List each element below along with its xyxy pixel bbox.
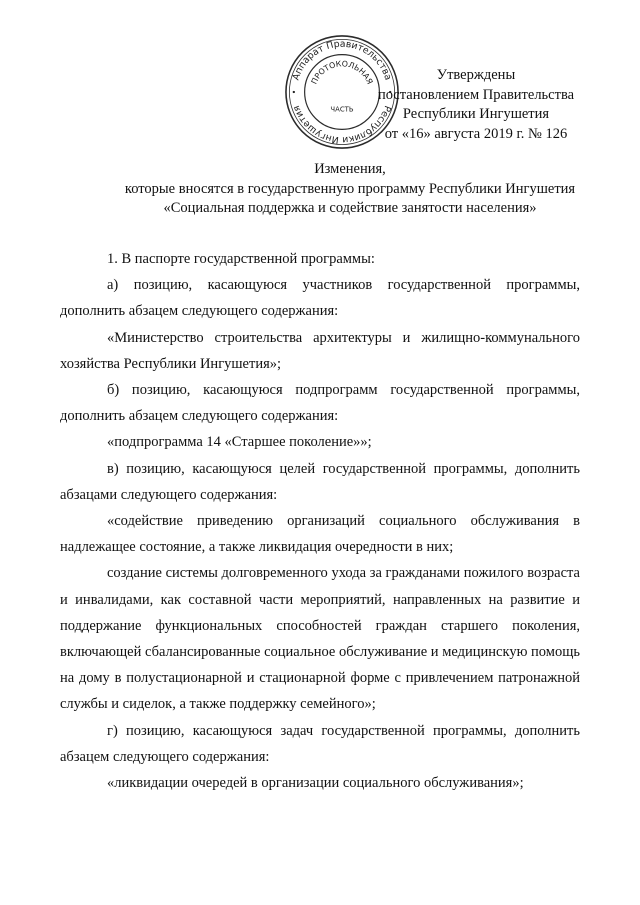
approval-title: Утверждены <box>436 67 516 83</box>
approval-authority: постановлением Правительства <box>377 86 575 103</box>
stamp-text-inner: ПРОТОКОЛЬНАЯ <box>309 59 375 86</box>
document-body <box>60 246 580 796</box>
paragraph-quote-tasks: «ликвидации очередей в организации социального обслуживания»; <box>107 775 524 792</box>
paragraph-item-b: б) позицию, касающуюся подпрограмм государственной программы, дополнить абзацем следующего содержания: <box>60 382 580 425</box>
stamp-text-top: Аппарат Правительства <box>290 38 394 82</box>
approval-date-number: от «16» августа 2019 г. № 126 <box>384 125 568 142</box>
paragraph-quote-subprogram: «подпрограмма 14 «Старшее поколение»»; <box>107 434 372 451</box>
paragraph-item-v: в) позицию, касающуюся целей государственной программы, дополнить абзацами следующего содержания: <box>60 460 580 503</box>
approval-region: Республики Ингушетия <box>402 106 550 122</box>
heading-title: Изменения, <box>314 161 386 177</box>
paragraph-item-a: а) позицию, касающуюся участников государственной программы, дополнить абзацем следующего содержания: <box>60 277 580 320</box>
stamp-text-center: ЧАСТЬ <box>330 105 354 114</box>
stamp-text-bottom: Республики Ингушетия <box>291 103 393 146</box>
document-heading <box>60 160 640 219</box>
paragraph-item-g: г) позицию, касающуюся задач государственной программы, дополнить абзацем следующего содержания: <box>60 722 580 765</box>
paragraph-quote-goals-2: создание системы долговременного ухода за гражданами пожилого возраста и инвалидами, как составной части мероприятий, направленных на развитие и поддержание функциональных способностей граждан старшего поколения, включающей сбалансированные социальное обслуживание и медицинскую помощь на дому в полустационарной и стационарной форме с привлечением патронажной службы и сиделок, а также поддержку семейного»; <box>60 565 580 713</box>
heading-subject: которые вносятся в государственную программу Республики Ингушетия <box>124 180 576 197</box>
heading-program-name: «Социальная поддержка и содействие занятости населения» <box>163 200 537 216</box>
paragraph-item-1: 1. В паспорте государственной программы: <box>107 251 375 267</box>
approval-block <box>360 66 592 144</box>
paragraph-quote-goals-1: «содействие приведению организаций социального обслуживания в надлежащее состояние, а также ликвидация очередности в них; <box>60 513 580 556</box>
paragraph-quote-ministry: «Министерство строительства архитектуры и жилищно-коммунального хозяйства Республики Ингушетия»; <box>60 329 580 372</box>
